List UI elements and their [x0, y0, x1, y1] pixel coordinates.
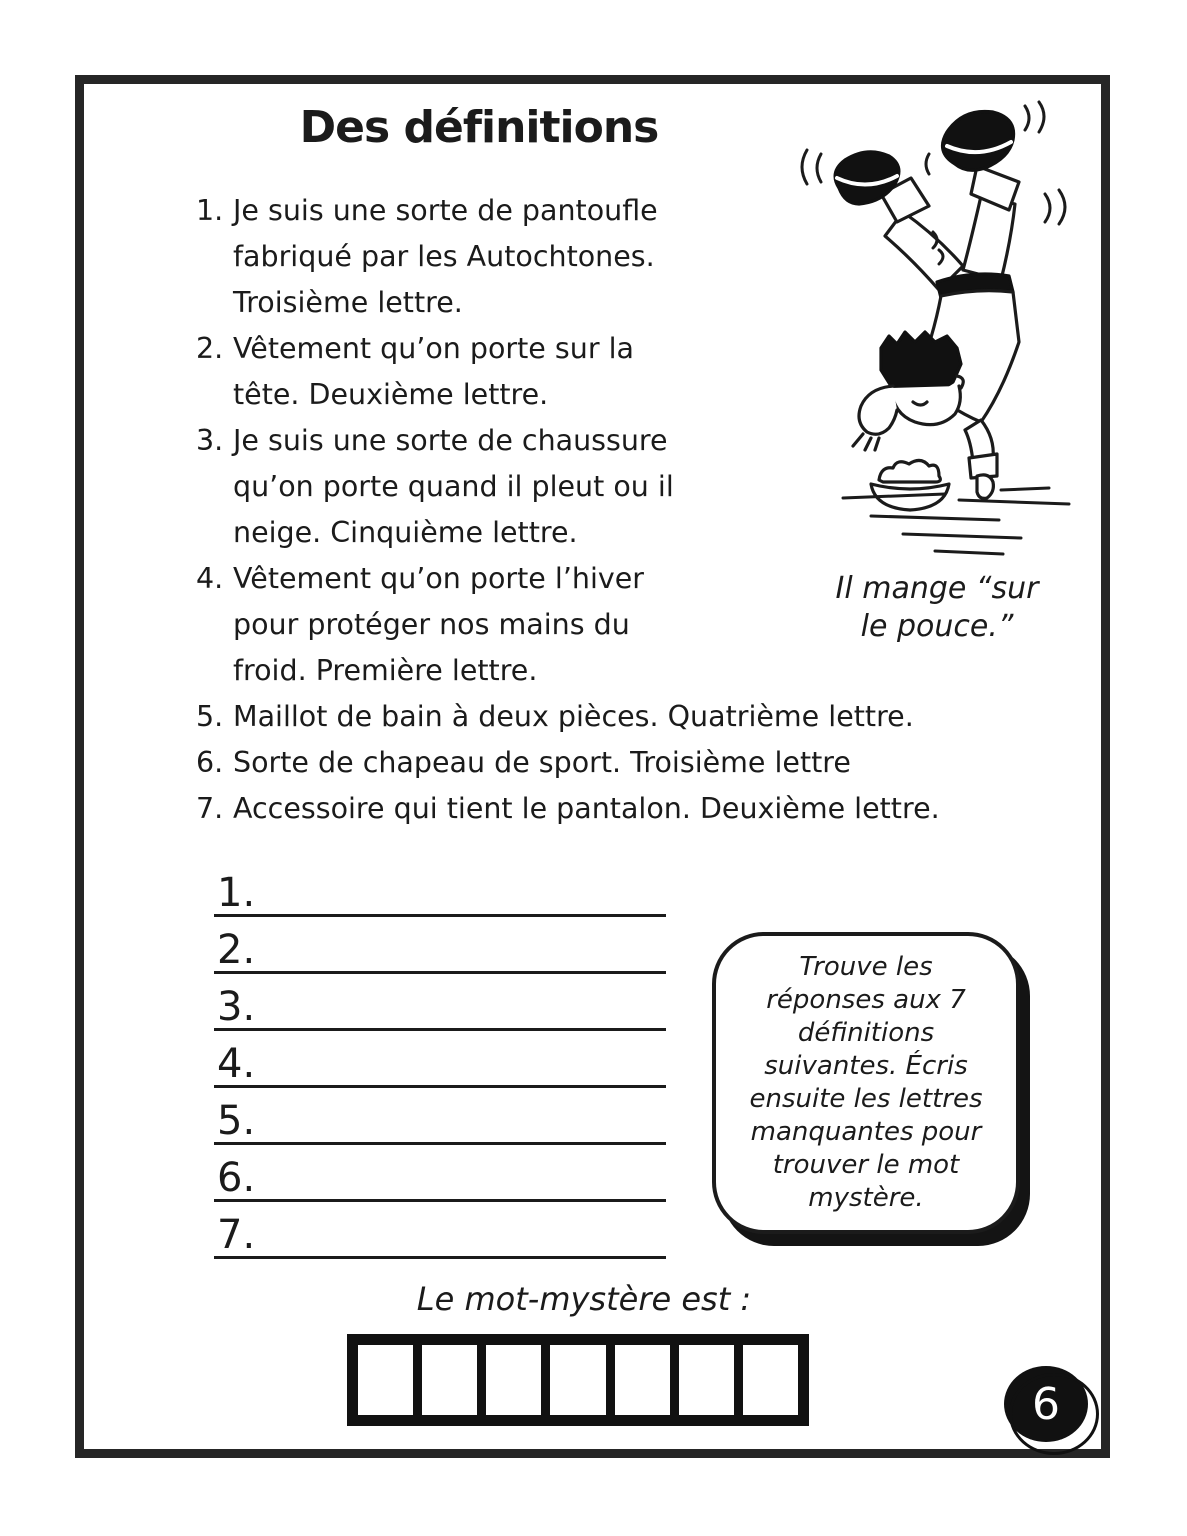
bubble-line: définitions: [797, 1018, 935, 1048]
answer-line: [214, 860, 666, 917]
page-number-badge: [1004, 1366, 1088, 1442]
answer-line: [214, 1202, 666, 1259]
bubble-line: Trouve les: [799, 952, 933, 982]
definition-number: 6.: [196, 746, 224, 779]
definition-number: 2.: [196, 332, 224, 365]
definition-item: [196, 740, 1056, 786]
definition-text: Je suis une sorte de chaussure: [233, 424, 668, 457]
mystery-letter-box: [486, 1345, 541, 1415]
mystery-letter-box: [550, 1345, 605, 1415]
definition-text: pour protéger nos mains du: [233, 608, 630, 641]
answer-number: 2.: [217, 927, 256, 973]
definition-text: Je suis une sorte de pantoufle: [233, 194, 658, 227]
answer-line: [214, 1031, 666, 1088]
definition-number: 1.: [196, 194, 224, 227]
mystery-letter-box: [422, 1345, 477, 1415]
answer-number: 7.: [217, 1212, 256, 1258]
definition-text: Vêtement qu’on porte sur la: [233, 332, 634, 365]
definition-number: 4.: [196, 562, 224, 595]
definition-item: [196, 694, 1056, 740]
definition-text: qu’on porte quand il pleut ou il: [233, 470, 674, 503]
answer-number: 6.: [217, 1155, 256, 1201]
definition-text: fabriqué par les Autochtones.: [233, 240, 655, 273]
mystery-letter-boxes: [347, 1334, 809, 1426]
definition-number: 7.: [196, 792, 224, 825]
answer-line: [214, 1145, 666, 1202]
definition-text: Accessoire qui tient le pantalon. Deuxième lettre.: [233, 792, 940, 825]
answer-lines: [214, 860, 666, 1259]
instruction-bubble: [712, 932, 1020, 1234]
definition-text: Maillot de bain à deux pièces. Quatrième lettre.: [233, 700, 914, 733]
boy-handstand-illustration: [784, 90, 1090, 560]
bubble-line: trouver le mot: [772, 1150, 960, 1180]
answer-line: [214, 974, 666, 1031]
bubble-line: suivantes. Écris: [764, 1051, 968, 1081]
answer-number: 1.: [217, 870, 256, 916]
mystery-letter-box: [358, 1345, 413, 1415]
mystery-letter-box: [615, 1345, 670, 1415]
answer-number: 4.: [217, 1041, 256, 1087]
mystery-letter-box: [679, 1345, 734, 1415]
illustration-caption: [784, 570, 1090, 646]
page-title: Des définitions: [299, 102, 659, 153]
caption-line: Il mange “sur: [835, 571, 1039, 606]
mystery-word-label: Le mot-mystère est :: [416, 1280, 752, 1318]
mystery-letter-box: [743, 1345, 798, 1415]
page-number: 6: [1032, 1378, 1060, 1430]
bubble-line: réponses aux 7: [766, 985, 966, 1015]
illustration-block: [784, 90, 1090, 646]
definition-text: Vêtement qu’on porte l’hiver: [233, 562, 644, 595]
answer-line: [214, 1088, 666, 1145]
answer-number: 3.: [217, 984, 256, 1030]
definition-text: Sorte de chapeau de sport. Troisième lettre: [233, 746, 851, 779]
definition-number: 5.: [196, 700, 224, 733]
answer-number: 5.: [217, 1098, 256, 1144]
definition-text: tête. Deuxième lettre.: [233, 378, 549, 411]
definition-text: Troisième lettre.: [233, 286, 463, 319]
answer-line: [214, 917, 666, 974]
definition-number: 3.: [196, 424, 224, 457]
page-border-frame: [75, 75, 1110, 1458]
bubble-line: manquantes pour: [750, 1117, 982, 1147]
bubble-line: ensuite les lettres: [749, 1084, 983, 1114]
bubble-line: mystère.: [808, 1183, 924, 1213]
definition-text: froid. Première lettre.: [233, 654, 538, 687]
definition-item: [196, 786, 1056, 832]
caption-line: le pouce.”: [860, 609, 1014, 644]
definition-text: neige. Cinquième lettre.: [233, 516, 578, 549]
